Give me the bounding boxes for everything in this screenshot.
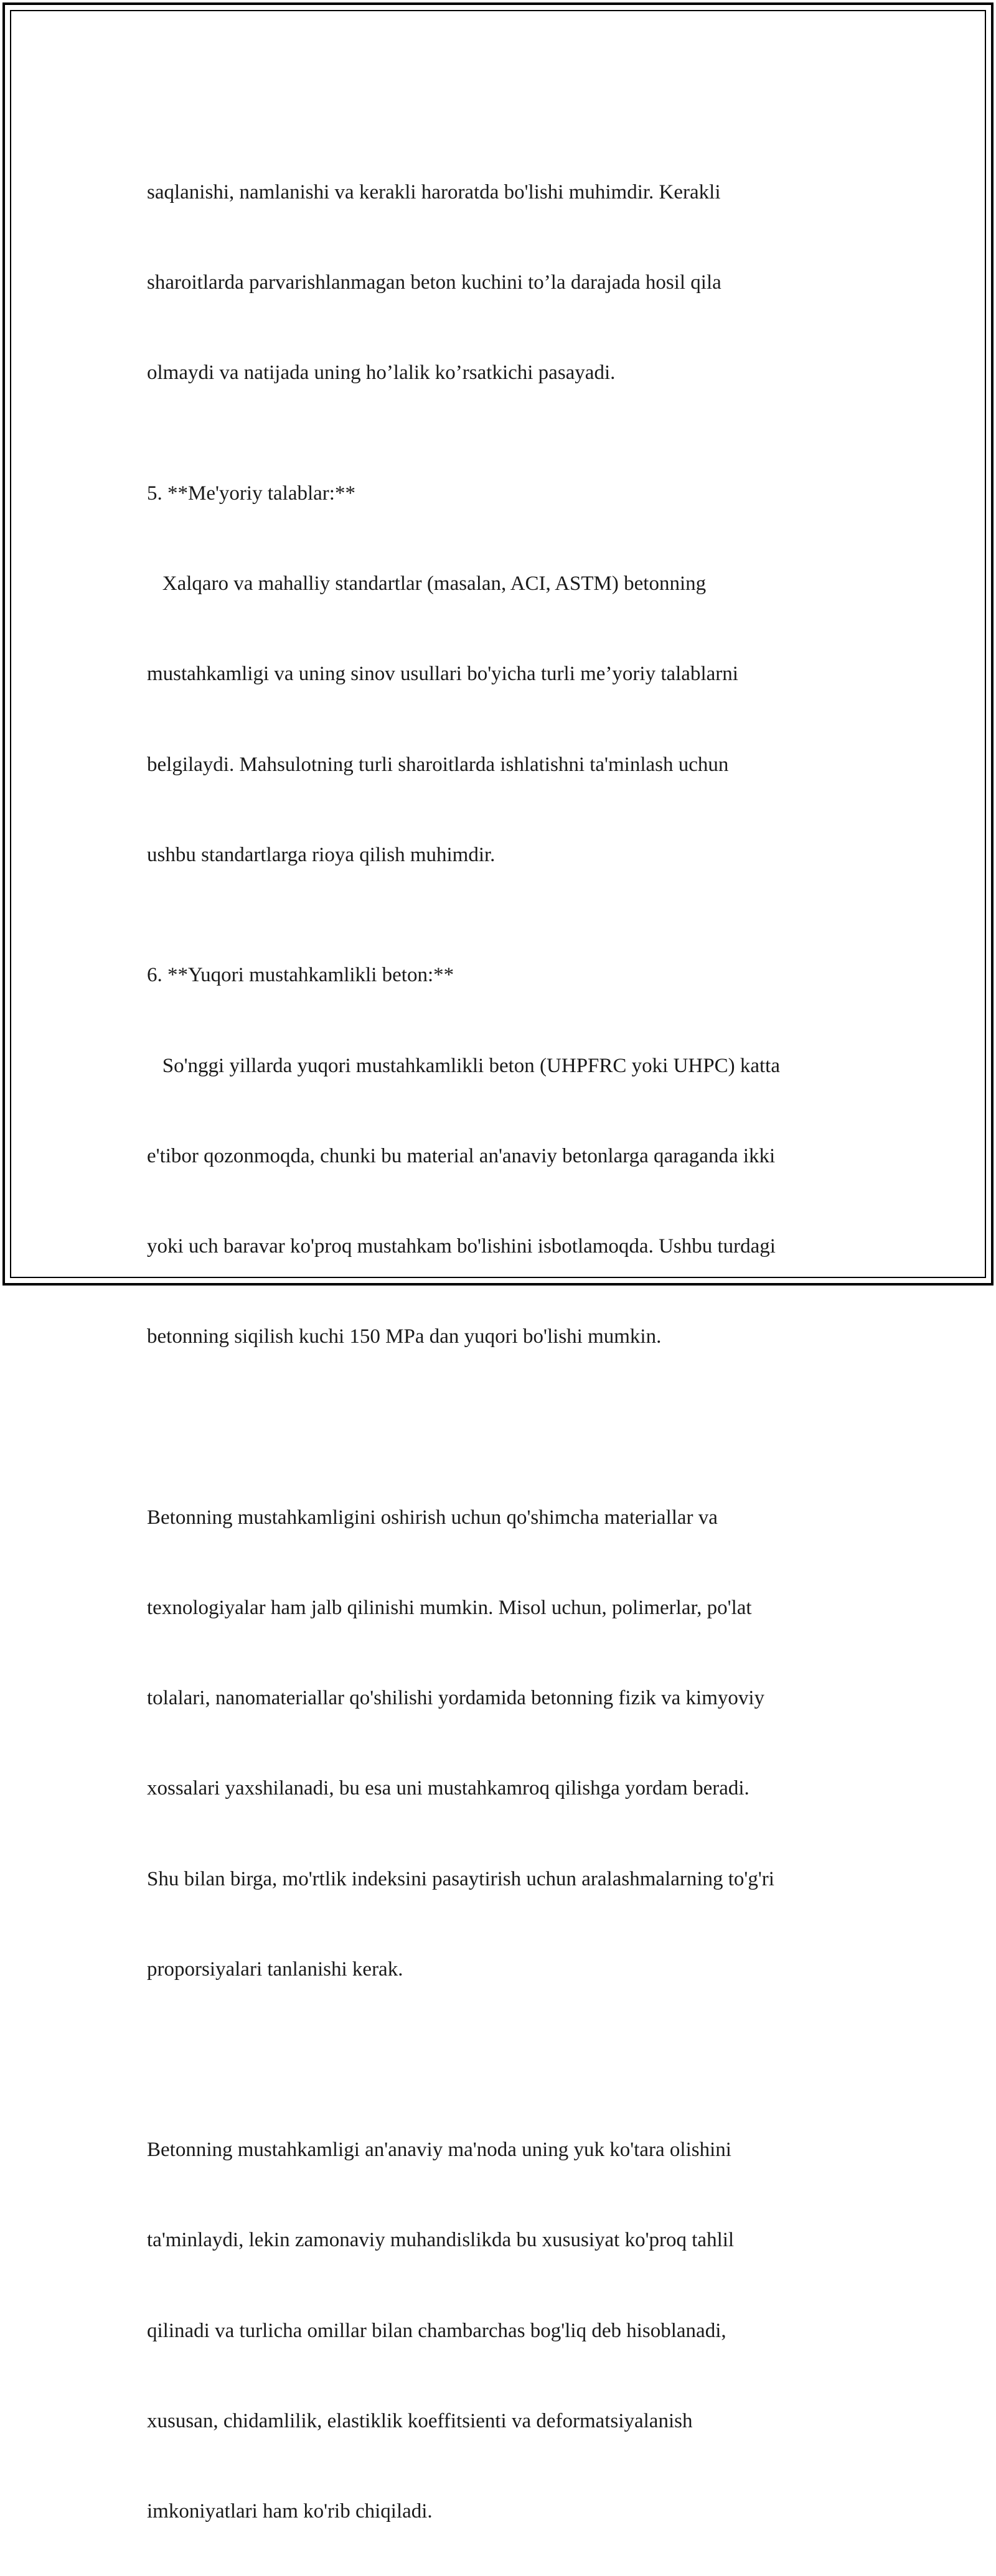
paragraph-intro-continuation	[147, 117, 881, 448]
text-line: yoki uch baravar ko'proq mustahkam bo'lishini isbotlamoqda. Ushbu turdagi	[147, 1235, 776, 1258]
text-line: Xalqaro va mahalliy standartlar (masalan, ACI, ASTM) betonning	[147, 572, 707, 595]
text-line: Betonning mustahkamligi an'anaviy ma'noda uning yuk ko'tara olishini	[147, 2139, 731, 2162]
text-line: saqlanishi, namlanishi va kerakli haroratda bo'lishi muhimdir. Kerakli	[147, 180, 721, 203]
text-line: tolalari, nanomateriallar qo'shilishi yordamida betonning fizik va kimyoviy	[147, 1687, 765, 1710]
text-line: xossalari yaxshilanadi, bu esa uni mustahkamroq qilishga yordam beradi.	[147, 1777, 749, 1800]
document-body	[147, 117, 881, 2576]
text-line: betonning siqilish kuchi 150 MPa dan yuqori bo'lishi mumkin.	[147, 1325, 662, 1348]
text-line: imkoniyatlari ham ko'rib chiqiladi.	[147, 2500, 433, 2523]
text-line: So'nggi yillarda yuqori mustahkamlikli beton (UHPFRC yoki UHPC) katta	[147, 1054, 780, 1077]
section-heading-6: 6. **Yuqori mustahkamlikli beton:**	[147, 964, 454, 987]
section-body-6	[147, 991, 881, 1412]
text-line: ta'minlaydi, lekin zamonaviy muhandislikda bu xususiyat ko'proq tahlil	[147, 2229, 735, 2252]
section-body-5	[147, 508, 881, 930]
text-line: olmaydi va natijada uning ho’lalik ko’rsatkichi pasayadi.	[147, 362, 616, 385]
text-line: proporsiyalari tanlanishi kerak.	[147, 1958, 403, 1981]
text-line: Betonning mustahkamligini oshirish uchun qo'shimcha materiallar va	[147, 1506, 718, 1529]
text-line: Shu bilan birga, mo'rtlik indeksini pasaytirish uchun aralashmalarning to'g'ri	[147, 1867, 774, 1890]
text-line: belgilaydi. Mahsulotning turli sharoitlarda ishlatishni ta'minlash uchun	[147, 753, 729, 776]
text-line: sharoitlarda parvarishlanmagan beton kuchini to’la darajada hosil qila	[147, 271, 721, 294]
text-line: ushbu standartlarga rioya qilish muhimdir.	[147, 843, 496, 866]
paragraph-additives	[147, 1442, 881, 2045]
text-line: mustahkamligi va uning sinov usullari bo'yicha turli me’yoriy talablarni	[147, 663, 738, 686]
text-line: e'tibor qozonmoqda, chunki bu material an'anaviy betonlarga qaraganda ikki	[147, 1144, 776, 1167]
text-line: qilinadi va turlicha omillar bilan chambarchas bog'liq deb hisoblanadi,	[147, 2319, 726, 2342]
section-heading-5: 5. **Me'yoriy talablar:**	[147, 482, 355, 505]
paragraph-modern-view	[147, 2074, 881, 2576]
text-line: texnologiyalar ham jalb qilinishi mumkin. Misol uchun, polimerlar, po'lat	[147, 1596, 752, 1619]
text-line: xususan, chidamlilik, elastiklik koeffitsienti va deformatsiyalanish	[147, 2409, 693, 2432]
